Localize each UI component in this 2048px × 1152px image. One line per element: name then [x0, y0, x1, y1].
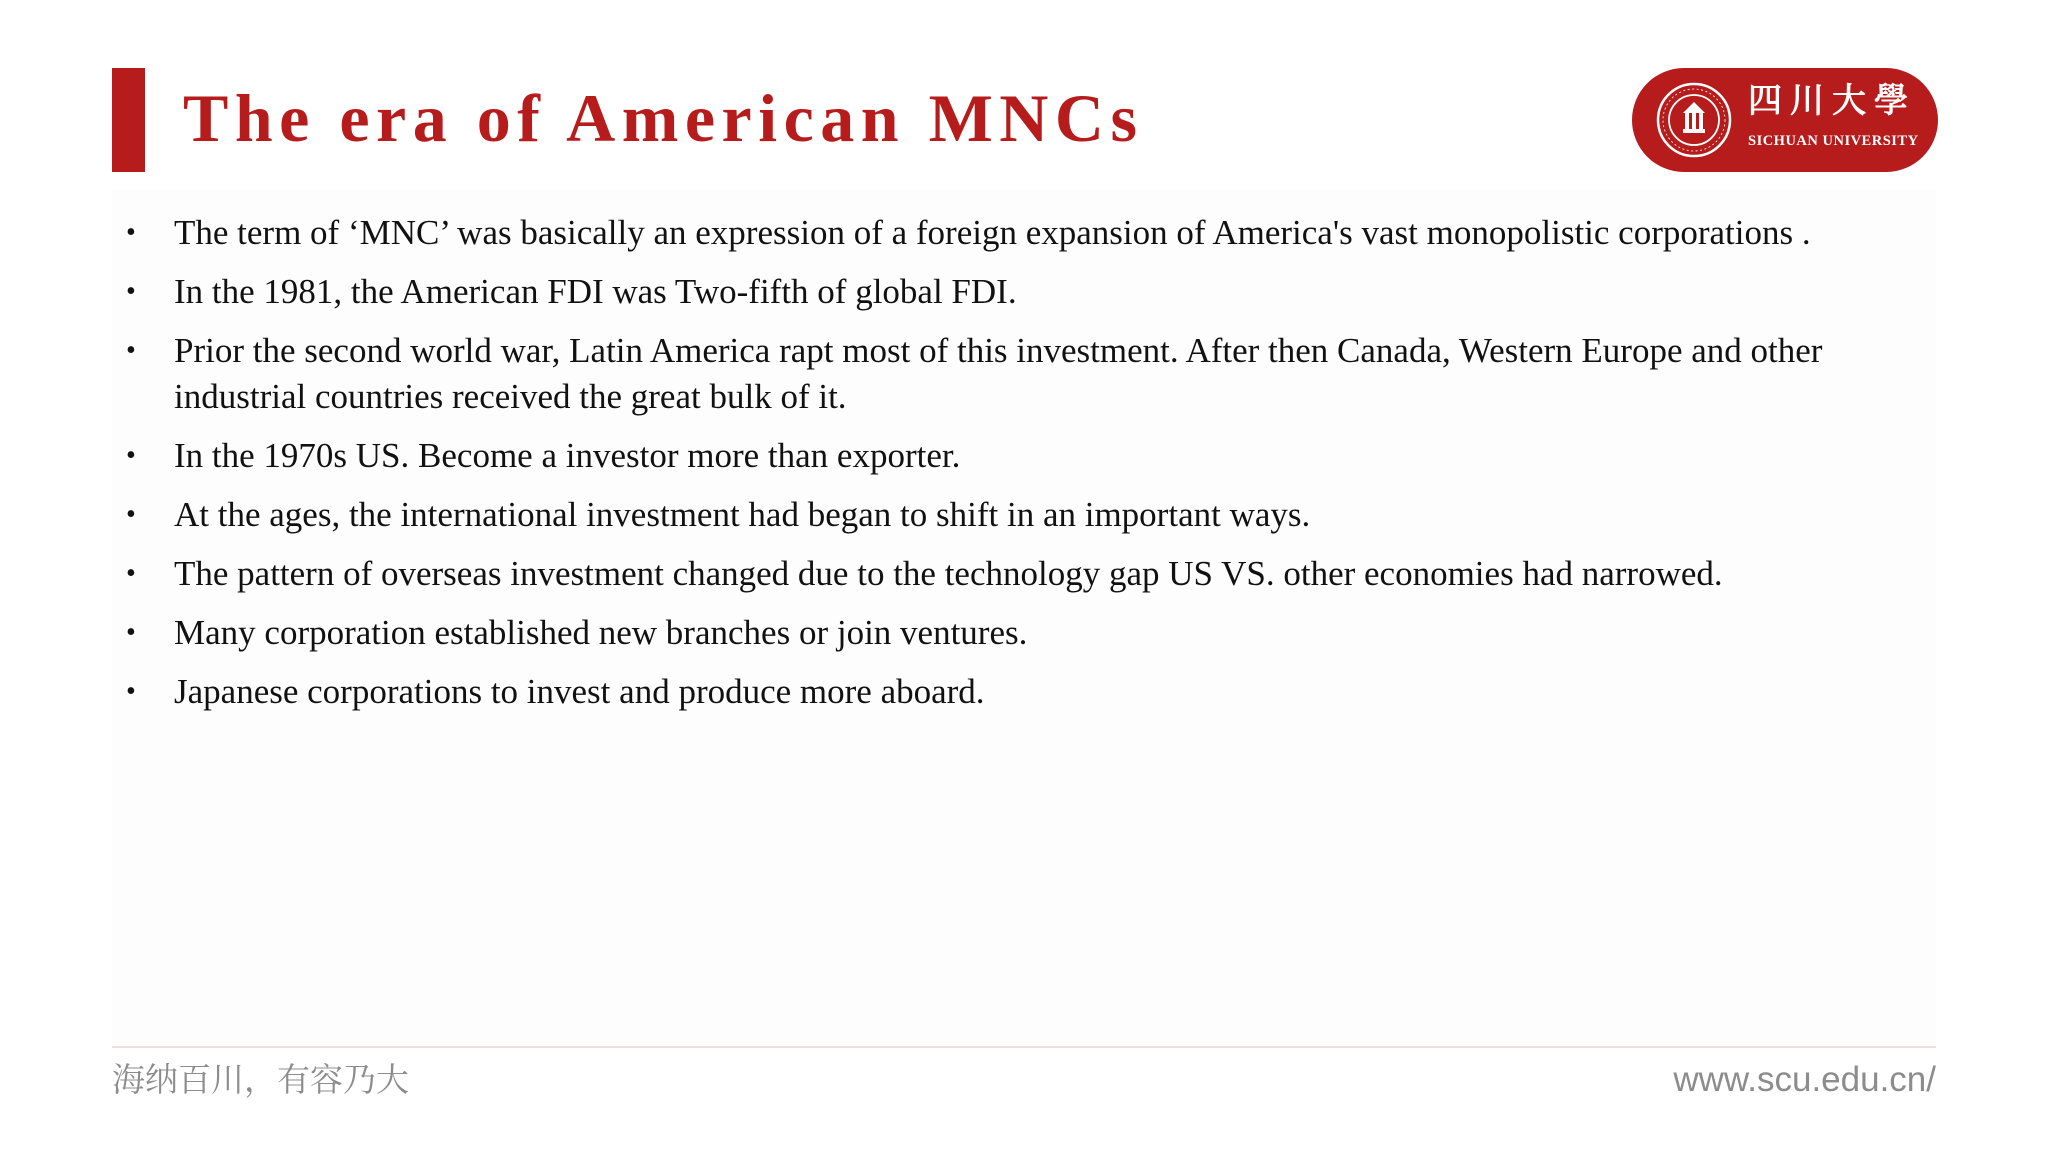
bullet-text: Japanese corporations to invest and produce more aboard.: [174, 672, 985, 711]
bullet-list: [126, 210, 1826, 728]
bullet-text: Many corporation established new branches or join ventures.: [174, 613, 1028, 652]
university-name-en: SICHUAN UNIVERSITY: [1748, 133, 1919, 149]
bullet-icon: •: [126, 558, 136, 589]
university-name-cn: 四川大學: [1748, 81, 1916, 121]
university-logo: [1632, 68, 1938, 172]
bullet-icon: •: [126, 499, 136, 530]
bullet-item: [126, 433, 1826, 479]
bullet-icon: •: [126, 335, 136, 366]
bullet-text: Prior the second world war, Latin America rapt most of this investment. After then Canada, Western Europe and other industrial countries received the great bulk of it.: [174, 331, 1823, 416]
bullet-text: The term of ‘MNC’ was basically an expression of a foreign expansion of America's vast monopolistic corporations .: [174, 213, 1811, 252]
sichuan-university-seal-icon: [1656, 82, 1732, 158]
bullet-item: [126, 269, 1826, 315]
footer-url: www.scu.edu.cn/: [1673, 1060, 1936, 1099]
bullet-item: [126, 210, 1826, 256]
bullet-text: In the 1981, the American FDI was Two-fifth of global FDI.: [174, 272, 1017, 311]
bullet-item: [126, 669, 1826, 715]
title-accent-bar: [112, 68, 145, 172]
footer-divider: [112, 1046, 1936, 1048]
bullet-icon: •: [126, 440, 136, 471]
slide-title: The era of American MNCs: [183, 80, 1144, 156]
bullet-text: At the ages, the international investment had began to shift in an important ways.: [174, 495, 1311, 534]
bullet-item: [126, 610, 1826, 656]
bullet-item: [126, 551, 1826, 597]
footer-motto: 海纳百川，有容乃大: [112, 1060, 409, 1099]
bullet-item: [126, 328, 1826, 420]
bullet-icon: •: [126, 217, 136, 248]
bullet-item: [126, 492, 1826, 538]
bullet-icon: •: [126, 617, 136, 648]
bullet-text: In the 1970s US. Become a investor more than exporter.: [174, 436, 961, 475]
bullet-icon: •: [126, 676, 136, 707]
bullet-icon: •: [126, 276, 136, 307]
bullet-text: The pattern of overseas investment changed due to the technology gap US VS. other economies had narrowed.: [174, 554, 1723, 593]
